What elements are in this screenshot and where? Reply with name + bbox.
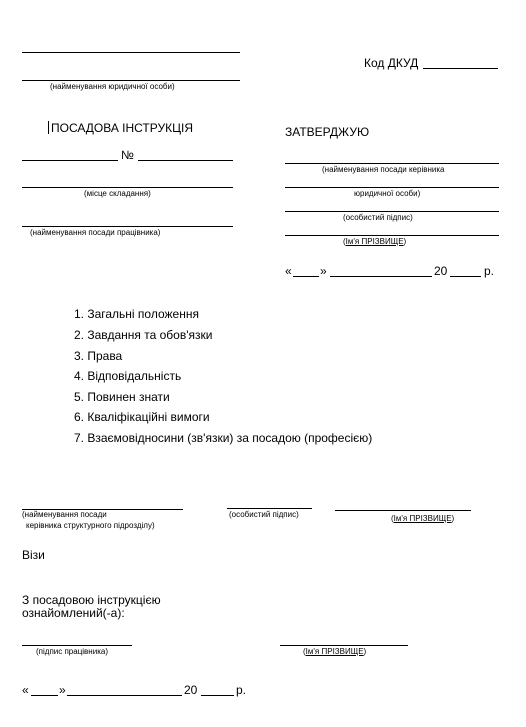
unit-head-signature-caption: (особистий підпис) — [229, 510, 299, 519]
footer-date-year-line — [201, 695, 234, 696]
employee-signature-line — [22, 645, 132, 646]
footer-date-year: 20 — [184, 683, 198, 697]
unit-head-caption-1: (найменування посади — [22, 510, 107, 519]
legal-entity-line-2 — [22, 80, 240, 81]
footer-date-day-line — [31, 695, 58, 696]
employee-position-line — [22, 226, 233, 227]
document-title: ПОСАДОВА ІНСТРУКЦІЯ — [51, 121, 193, 135]
approve-date-open-quote: « — [285, 264, 292, 278]
visas-label: Візи — [22, 548, 45, 562]
approve-date-year-line — [450, 276, 481, 277]
employee-signature-caption: (підпис працівника) — [36, 647, 108, 656]
unit-head-signature-line — [227, 508, 312, 509]
approve-date-day-line — [293, 276, 319, 277]
head-signature-line — [285, 211, 499, 212]
doc-date-line — [22, 160, 118, 161]
approve-date-suffix: р. — [484, 264, 495, 278]
head-name-line — [285, 235, 499, 236]
text-cursor — [48, 121, 49, 134]
unit-head-name-caption: (Ім'я ПРІЗВИЩЕ) — [391, 514, 455, 523]
approve-date-year: 20 — [434, 264, 448, 278]
head-position-caption: (найменування посади керівника — [322, 165, 445, 174]
unit-head-name-line — [335, 510, 471, 511]
place-line — [22, 187, 233, 188]
unit-head-caption-2: керівника структурного підрозділу) — [26, 521, 155, 530]
section-item: 7. Взаємовідносини (зв'язки) за посадою (професією) — [74, 431, 373, 445]
place-caption: (місце складання) — [84, 189, 151, 198]
footer-date-suffix: р. — [236, 683, 247, 697]
acquainted-line-2: ознайомлений(-а): — [22, 606, 125, 620]
head-name-caption: (Ім'я ПРІЗВИЩЕ) — [343, 237, 407, 246]
section-item: 2. Завдання та обов'язки — [74, 328, 213, 342]
approve-title: ЗАТВЕРДЖУЮ — [285, 125, 370, 139]
head-name-text: Ім'я ПРІЗВИЩЕ — [345, 237, 404, 246]
doc-number-line — [138, 160, 233, 161]
section-item: 3. Права — [74, 349, 123, 363]
section-item: 1. Загальні положення — [74, 307, 199, 321]
section-item: 4. Відповідальність — [74, 369, 182, 383]
number-sign: № — [121, 148, 134, 162]
head-position-line — [285, 163, 499, 164]
kod-dkud-line — [423, 68, 498, 69]
footer-date-month-line — [67, 695, 182, 696]
footer-date-open-quote: « — [22, 683, 29, 697]
section-item: 6. Кваліфікаційні вимоги — [74, 410, 210, 424]
head-signature-caption: (особистий підпис) — [343, 213, 413, 222]
employee-name-caption: (Ім'я ПРІЗВИЩЕ) — [303, 647, 367, 656]
legal-entity-line-1 — [22, 52, 240, 53]
employee-position-caption: (найменування посади працівника) — [30, 228, 161, 237]
kod-dkud-label: Код ДКУД — [364, 56, 419, 70]
employee-name-line — [280, 645, 408, 646]
head-legal-entity-caption: юридичної особи) — [354, 189, 421, 198]
approve-date-month-line — [330, 276, 432, 277]
employee-name-text: Ім'я ПРІЗВИЩЕ — [305, 647, 364, 656]
legal-entity-caption: (найменування юридичної особи) — [50, 82, 175, 91]
footer-date-close-quote: » — [59, 683, 66, 697]
acquainted-line-1: З посадовою інструкцією — [22, 593, 161, 607]
unit-head-name-text: Ім'я ПРІЗВИЩЕ — [393, 514, 452, 523]
legal-entity-head-line — [285, 187, 499, 188]
approve-date-close-quote: » — [320, 264, 327, 278]
section-item: 5. Повинен знати — [74, 390, 170, 404]
